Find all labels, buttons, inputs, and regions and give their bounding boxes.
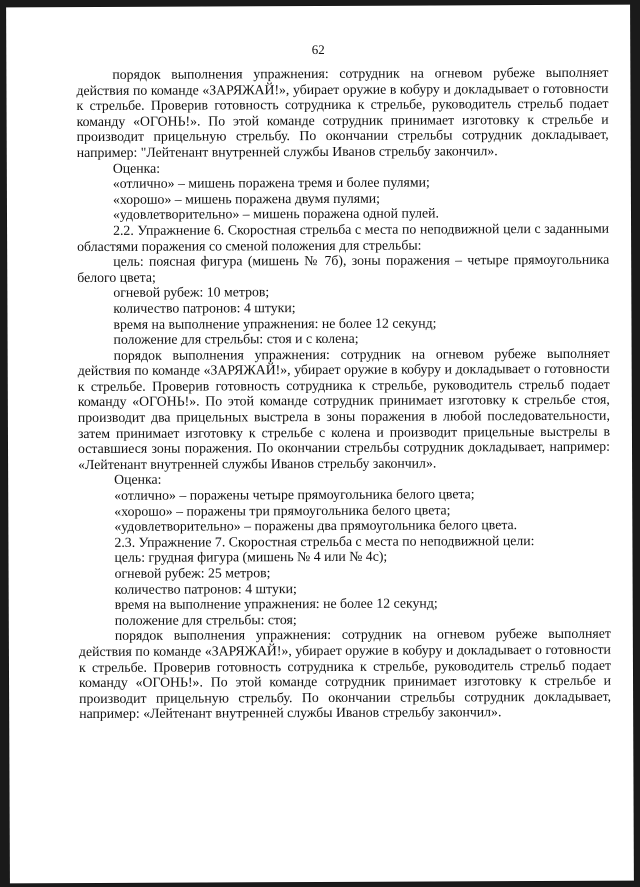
- paragraph: «удовлетворительно» – поражены два прямоугольника белого цвета.: [114, 517, 518, 535]
- page-number: 62: [311, 41, 325, 58]
- paragraph: порядок выполнения упражнения: сотрудник на огневом рубеже выполняет действия по команде «ЗАРЯЖАЙ!», убирает оружие в кобуру и докладывает о готовности к стрельбе. Проверив готовность сотрудника к стрельбе, руководитель стрельб подает команду «ОГОНЬ!». По этой команде сотрудник принимает изготовку к стрельбе и производит прицельную стрельбу. По окончании стрельбы сотрудник докладывает, например: «Лейтенант внутренней службы Иванов стрельбу закончил».: [78, 626, 612, 722]
- paragraph: Оценка:: [114, 472, 162, 488]
- paragraph: огневой рубеж: 25 метров;: [114, 565, 271, 581]
- paragraph: Оценка:: [112, 160, 161, 176]
- paragraph: цель: грудная фигура (мишень № 4 или № 4с);: [114, 549, 388, 566]
- paragraph: порядок выполнения упражнения: сотрудник на огневом рубеже выполняет действия по команде «ЗАРЯЖАЙ!», убирает оружие в кобуру и докладывает о готовности к стрельбе. Проверив готовность сотрудника к стрельбе, руководитель стрельб подает команду «ОГОНЬ!». По этой команде сотрудник принимает изготовку к стрельбе и производит прицельную стрельбу. По окончании стрельбы сотрудник докладывает, например: "Лейтенант внутренней службы Иванов стрельбу закончил».: [76, 64, 609, 161]
- paragraph: время на выполнение упражнения: не более 12 секунд;: [113, 314, 437, 332]
- paragraph: количество патронов: 4 штуки;: [114, 580, 297, 597]
- paragraph: цель: поясная фигура (мишень № 7б), зоны поражения – четыре прямоугольника белого цвета;: [77, 251, 610, 285]
- paragraph: 2.3. Упражнение 7. Скоростная стрельба с места по неподвижной цели:: [114, 532, 535, 550]
- paragraph: положение для стрельбы: стоя;: [114, 611, 297, 628]
- paragraph: 2.2. Упражнение 6. Скоростная стрельба с места по неподвижной цели с заданными областями поражения со сменой положения для стрельбы:: [77, 220, 610, 254]
- paragraph: количество патронов: 4 штуки;: [113, 300, 296, 316]
- paragraph: время на выполнение упражнения: не более 12 секунд;: [114, 595, 438, 613]
- paragraph: огневой рубеж: 10 метров;: [113, 284, 270, 301]
- paragraph: «отлично» – поражены четыре прямоугольника белого цвета;: [114, 486, 475, 503]
- paragraph: «хорошо» – мишень поражена двумя пулями;: [112, 190, 381, 207]
- paragraph: порядок выполнения упражнения: сотрудник на огневом рубеже выполняет действия по команде «ЗАРЯЖАЙ!», убирает оружие в кобуру и докладывает о готовности к стрельбе. Проверив готовность сотрудника к стрельбе, руководитель стрельб подает команду «ОГОНЬ!». По этой команде сотрудник принимает изготовку к стрельбе стоя, производит два прицельных выстрела в зоны поражения в любой последовательности, затем принимает изготовку к стрельбе с колена и производит прицельные выстрелы в оставшиеся зоны поражения. По окончании стрельбы сотрудник докладывает, например: «Лейтенант внутренней службы Иванов стрельбу закончил».: [77, 345, 611, 472]
- paragraph: «отлично» – мишень поражена тремя и более пулями;: [112, 174, 430, 192]
- document-body: [76, 65, 611, 722]
- paragraph: «удовлетворительно» – мишень поражена одной пулей.: [112, 205, 440, 223]
- paragraph: положение для стрельбы: стоя и с колена;: [113, 330, 359, 347]
- document-page: [6, 5, 634, 884]
- paragraph: «хорошо» – поражены три прямоугольника белого цвета;: [114, 502, 451, 519]
